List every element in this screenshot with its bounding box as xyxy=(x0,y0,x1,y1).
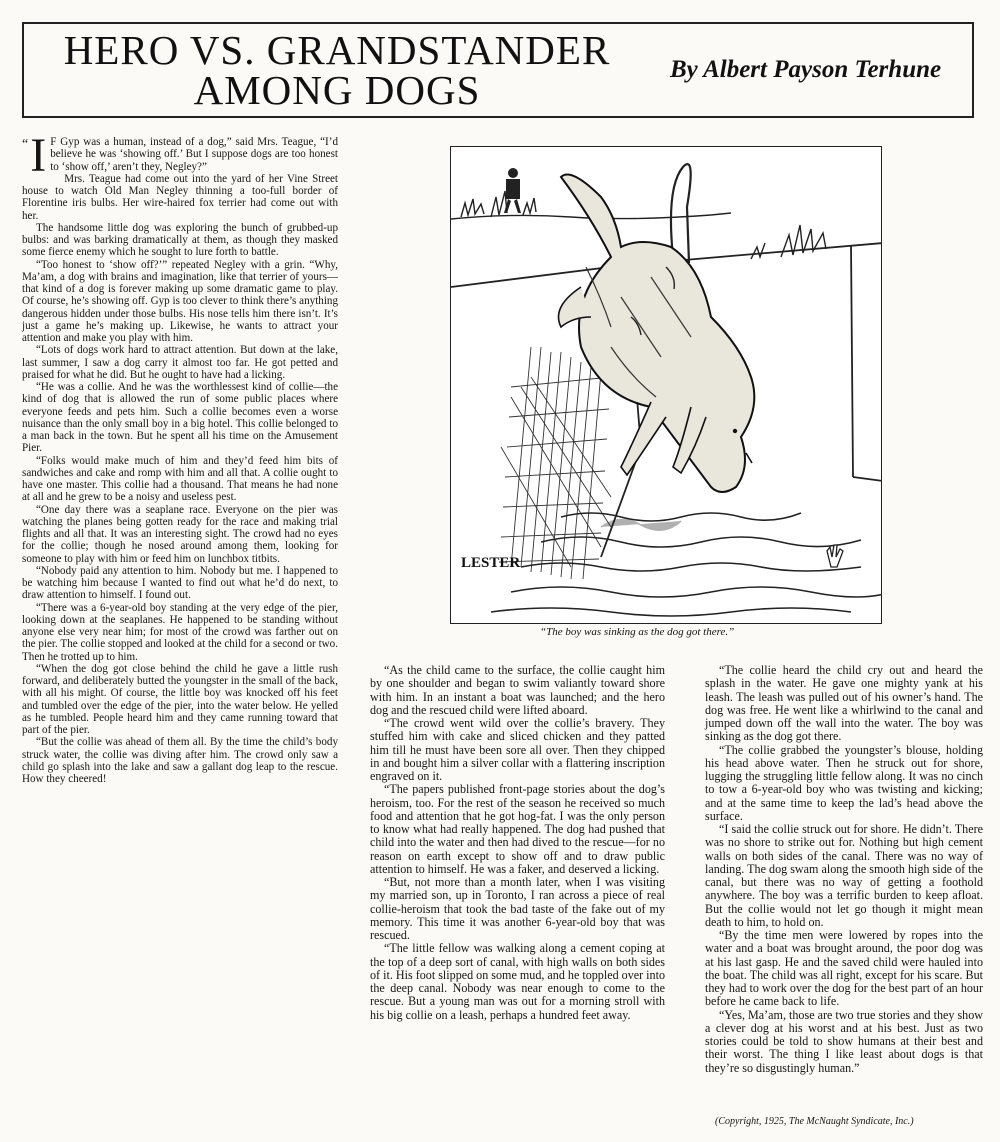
paragraph-text: “There was a 6-year-old boy standing at the very edge of the pier, looking down at the seaplanes. He happened to be standing without anyone else very near him; for most of the crowd was farther out on the pier. The collie stopped and looked at the child for a second or two. Then he trotted up to him. xyxy=(22,601,338,663)
paragraph-text: “As the child came to the surface, the collie caught him by one shoulder and began to swim valiantly toward shore with him. In an instant a boat was launched; and the hero dog and the rescued child were lifted aboard. xyxy=(370,663,665,717)
paragraph-text: “One day there was a seaplane race. Everyone on the pier was watching the planes being gotten ready for the race and making trial flights and all that. It was an interesting sight. The crowd had no eyes for the collie; though he nosed around among them, looking for someone to play with him or feed him on lunchbox titbits. xyxy=(22,503,338,565)
paragraph-text: “The papers published front-page stories about the dog’s heroism, too. For the rest of the season he received so much food and attention that he got hog-fat. I was the only person to know what had really happened. The dog had pushed that child into the water and then had dived to the rescue—for no reason on earth except to show off and to draw public attention to himself. He was a faker, and deserved a licking. xyxy=(370,782,665,876)
paragraph-text: “But, not more than a month later, when I was visiting my married son, up in Toronto, I ran across a piece of real collie-heroism that took the bad taste of the fake out of my memory. This time it was another 6-year-old boy that was rescued. xyxy=(370,875,665,942)
article-paragraph xyxy=(22,129,338,182)
paragraph-text: “Nobody paid any attention to him. Nobody but me. I happened to be watching him because I wanted to find out what he’d do next, to draw attention to himself. I found out. xyxy=(22,564,338,602)
article-paragraph xyxy=(370,942,665,1022)
article-paragraph xyxy=(22,381,338,455)
article-paragraph xyxy=(22,565,338,602)
copyright-notice: (Copyright, 1925, The McNaught Syndicate, Inc.) xyxy=(715,1116,914,1127)
paragraph-text: The handsome little dog was exploring the bunch of grubbed-up bulbs: and was barking dramatically at them, as though they masked some fierce enemy which he sought to lure forth to battle. xyxy=(22,221,338,259)
article-paragraph xyxy=(370,876,665,942)
illustration xyxy=(450,146,882,624)
article-paragraph xyxy=(22,736,338,785)
paragraph-text: “Too honest to ‘show off?’” repeated Negley with a grin. “Why, Ma’am, a dog with brains and imagination, like that terrier of yours—that kind of a dog is forever making up some dramatic game to play. Of course, he’s showing off. Gyp is too clever to think there’s anything dangerous hidden under those bulbs. His nose tells him there isn’t. It’s just a game he’s making up. Likewise, he wants to attract your attention and make you play with him. xyxy=(22,258,338,344)
drop-cap: I xyxy=(30,129,47,182)
article-paragraph xyxy=(22,344,338,381)
paragraph-text: “The collie heard the child cry out and heard the splash in the water. He gave one mighty yank at his leash. The leash was pulled out of his owner’s hand. The dog was free. He went like a whirlwind to the canal and jumped down off the wall into the water. The boy was sinking as the dog got there. xyxy=(705,663,983,744)
article-column-2 xyxy=(370,664,665,1022)
article-paragraph xyxy=(22,222,338,259)
paragraph-text: Mrs. Teague had come out into the yard of her Vine Street house to watch Old Man Negley thinning a too-full border of Florentine iris bulbs. Her wire-haired fox terrier had come out with her. xyxy=(22,172,338,222)
article-paragraph xyxy=(705,823,983,929)
article-paragraph xyxy=(22,259,338,345)
article-column-3 xyxy=(705,664,983,1075)
article-paragraph xyxy=(370,717,665,783)
article-paragraph xyxy=(22,504,338,565)
article-column-1 xyxy=(22,129,338,785)
headline-box xyxy=(22,22,974,118)
paragraph-text: “Folks would make much of him and they’d feed him bits of sandwiches and cake and romp with him and all that. A collie ought to have one master. This collie had a thousand. That means he had none at all and he grew to be a noisy and useless pest. xyxy=(22,454,338,504)
article-paragraph xyxy=(22,455,338,504)
article-paragraph xyxy=(705,929,983,1009)
dog-diving-illustration xyxy=(451,147,882,624)
article-paragraph xyxy=(705,744,983,824)
child-hand-icon xyxy=(827,545,843,567)
opening-quote: “ xyxy=(22,137,29,152)
headline xyxy=(32,27,642,113)
paragraph-text: “I said the collie struck out for shore. He didn’t. There was no shore to strike out for. Nothing but high cement walls on both sides of the canal. There was no way of landing. The dog swam along the smooth high side of the canal, but there was no way of getting a foothold anywhere. The boy was a terrific burden to keep afloat. But the collie would not let go though it might mean death to him, to hold on. xyxy=(705,822,983,929)
collie-icon xyxy=(559,175,755,493)
paragraph-text: “He was a collie. And he was the worthlessest kind of collie—the kind of dog that is allowed the run of some public places where everyone feeds and pets him. Such a collie becomes even a worse nuisance than the only small boy in a big hotel. This collie belonged to a man back in the town. But he spent all his time on the Amusement Pier. xyxy=(22,381,338,455)
paragraph-text: “Yes, Ma’am, those are two true stories and they show a clever dog at his worst and at his best. Just as two stories could be told to show humans at their best and their worst. The thing I like least about dogs is that they’re so disgustingly human.” xyxy=(705,1007,983,1075)
article-paragraph xyxy=(370,783,665,876)
article-paragraph xyxy=(22,663,338,737)
paragraph-text: “The little fellow was walking along a cement coping at the top of a deep sort of canal, with high walls on both sides of it. His foot slipped on some mud, and he toppled over into the deep canal. Nobody was near enough to come to the rescue. But a young man was out for a morning stroll with his big collie on a leash, perhaps a hundred feet away. xyxy=(370,941,665,1022)
headline-line-2: AMONG DOGS xyxy=(193,67,481,113)
article-paragraph xyxy=(22,602,338,663)
illustration-caption: “The boy was sinking as the dog got there.” xyxy=(540,626,735,638)
paragraph-text: “Lots of dogs work hard to attract attention. But down at the lake, last summer, I saw a dog carry it almost too far. He got petted and praised for what he did. But he ought to have had a licking. xyxy=(22,344,338,381)
article-paragraph xyxy=(370,664,665,717)
paragraph-text: “But the collie was ahead of them all. By the time the child’s body struck water, the collie was diving after him. The crowd only saw a child go splash into the lake and saw a gallant dog leap to the rescue. How they cheered! xyxy=(22,736,338,785)
paragraph-text: “By the time men were lowered by ropes into the water and a boat was brought around, the poor dog was at his last gasp. He and the saved child were hauled into the boat. The child was all right, except for his scare. But they had to work over the dog for the best part of an hour before he came back to life. xyxy=(705,928,983,1009)
headline-line-1: HERO VS. GRANDSTANDER xyxy=(63,27,611,73)
paragraph-text: F Gyp was a human, instead of a dog,” said Mrs. Teague, “I’d believe he was ‘showing off.’ But I suppose dogs are too honest to ‘show off,’ aren’t they, Negley?” xyxy=(50,136,338,173)
paragraph-text: “When the dog got close behind the child he gave a little rush forward, and deliberately butted the youngster in the small of the back, with all his might. Of course, the little boy was knocked off his feet and tumbled over the edge of the pier, into the water below. He yelled as he tumbled. People heard him and they came running toward that part of the pier. xyxy=(22,662,338,736)
paragraph-text: “The crowd went wild over the collie’s bravery. They stuffed him with cake and sliced chicken and they patted him till he must have been sore all over. Then they chipped in and bought him a silver collar with a flattering inscription engraved on it. xyxy=(370,716,665,783)
article-paragraph xyxy=(705,664,983,744)
paragraph-text: “The collie grabbed the youngster’s blouse, holding his head above water. Then he struck out for shore, lugging the struggling little fellow along. It was no cinch to tow a 6-year-old boy who was twisting and kicking; and at the same time to keep the lad’s head above the surface. xyxy=(705,742,983,823)
byline: By Albert Payson Terhune xyxy=(670,56,942,83)
article-paragraph xyxy=(705,1009,983,1075)
article-paragraph xyxy=(22,173,338,222)
artist-signature: LESTER xyxy=(461,555,521,571)
